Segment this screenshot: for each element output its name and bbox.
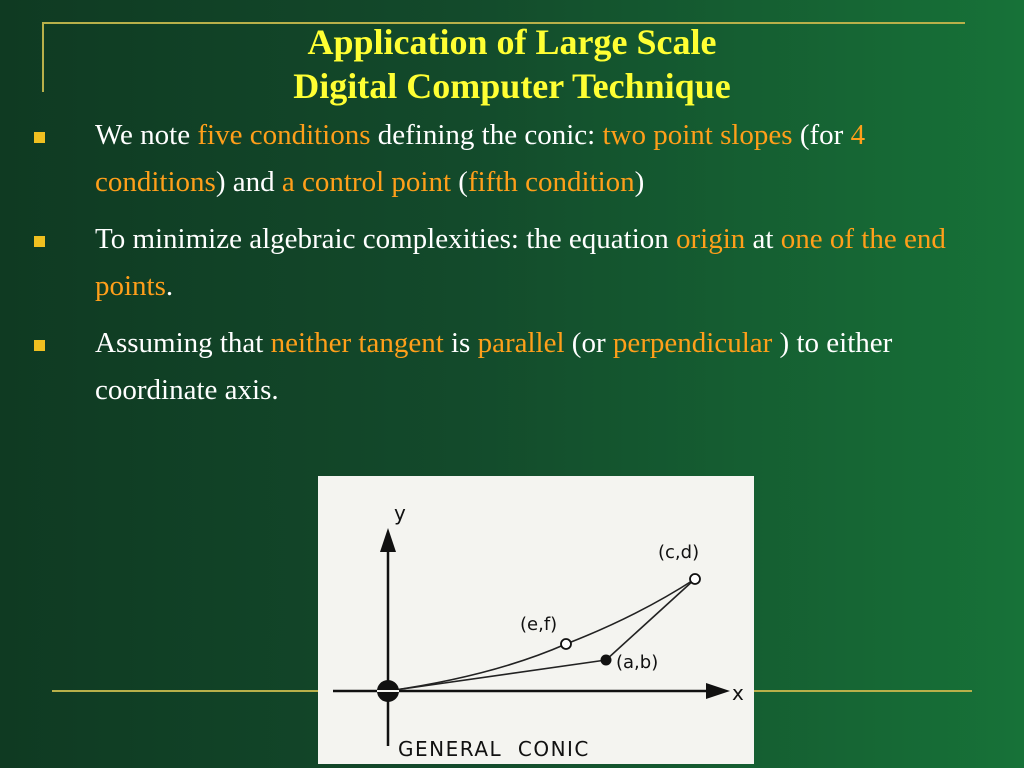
tangent-line-end — [606, 579, 695, 660]
point-ef-label: (e,f) — [520, 614, 558, 635]
bullet-text: ) — [634, 166, 645, 198]
point-ef — [561, 639, 571, 649]
highlighted-text: one of the end points — [95, 223, 946, 302]
highlighted-text: parallel — [477, 327, 565, 359]
title-line-2: Digital Computer Technique — [293, 66, 731, 106]
bullet-square-icon — [34, 132, 45, 143]
bullet-text: To minimize algebraic complexities: the equation — [95, 223, 677, 255]
highlighted-text: perpendicular — [612, 327, 773, 359]
bullet-text: at — [745, 223, 781, 255]
conic-figure — [318, 476, 754, 764]
title-line-1: Application of Large Scale — [307, 22, 717, 62]
highlighted-text: two point slopes — [602, 119, 793, 151]
bullet-text: ( — [451, 166, 468, 198]
bullet-square-icon — [34, 340, 45, 351]
bullet-item — [30, 216, 1000, 310]
highlighted-text: five conditions — [197, 119, 371, 151]
bullet-text: defining the conic: — [370, 119, 603, 151]
conic-curve — [388, 579, 695, 691]
bullet-text: ) to either coordinate axis. — [95, 327, 893, 406]
highlighted-text: neither tangent — [270, 327, 444, 359]
bullet-item — [30, 112, 1000, 206]
slide-title — [0, 20, 1024, 108]
conic-diagram — [318, 476, 754, 764]
point-ab — [601, 655, 612, 666]
bullet-text: We note — [95, 119, 198, 151]
figure-caption: GENERAL CONIC — [398, 737, 590, 761]
bullet-square-icon — [34, 236, 45, 247]
y-axis-label: y — [394, 501, 406, 525]
point-cd — [690, 574, 700, 584]
highlighted-text: origin — [676, 223, 746, 255]
point-cd-label: (c,d) — [658, 542, 700, 563]
bullet-text: (or — [564, 327, 613, 359]
bullet-list — [30, 112, 1000, 424]
y-axis-arrow — [380, 528, 396, 552]
highlighted-text: a control point — [281, 166, 452, 198]
bullet-text: Assuming that — [95, 327, 271, 359]
x-axis-arrow — [706, 683, 730, 699]
bullet-item — [30, 320, 1000, 414]
point-ab-label: (a,b) — [616, 652, 659, 673]
bullet-text: (for — [792, 119, 851, 151]
bullet-text: . — [165, 270, 174, 302]
highlighted-text: fifth condition — [467, 166, 635, 198]
bullet-text: ) and — [215, 166, 282, 198]
highlighted-text: 4 conditions — [95, 119, 866, 198]
bullet-text: is — [443, 327, 478, 359]
x-axis-label: x — [732, 681, 744, 705]
